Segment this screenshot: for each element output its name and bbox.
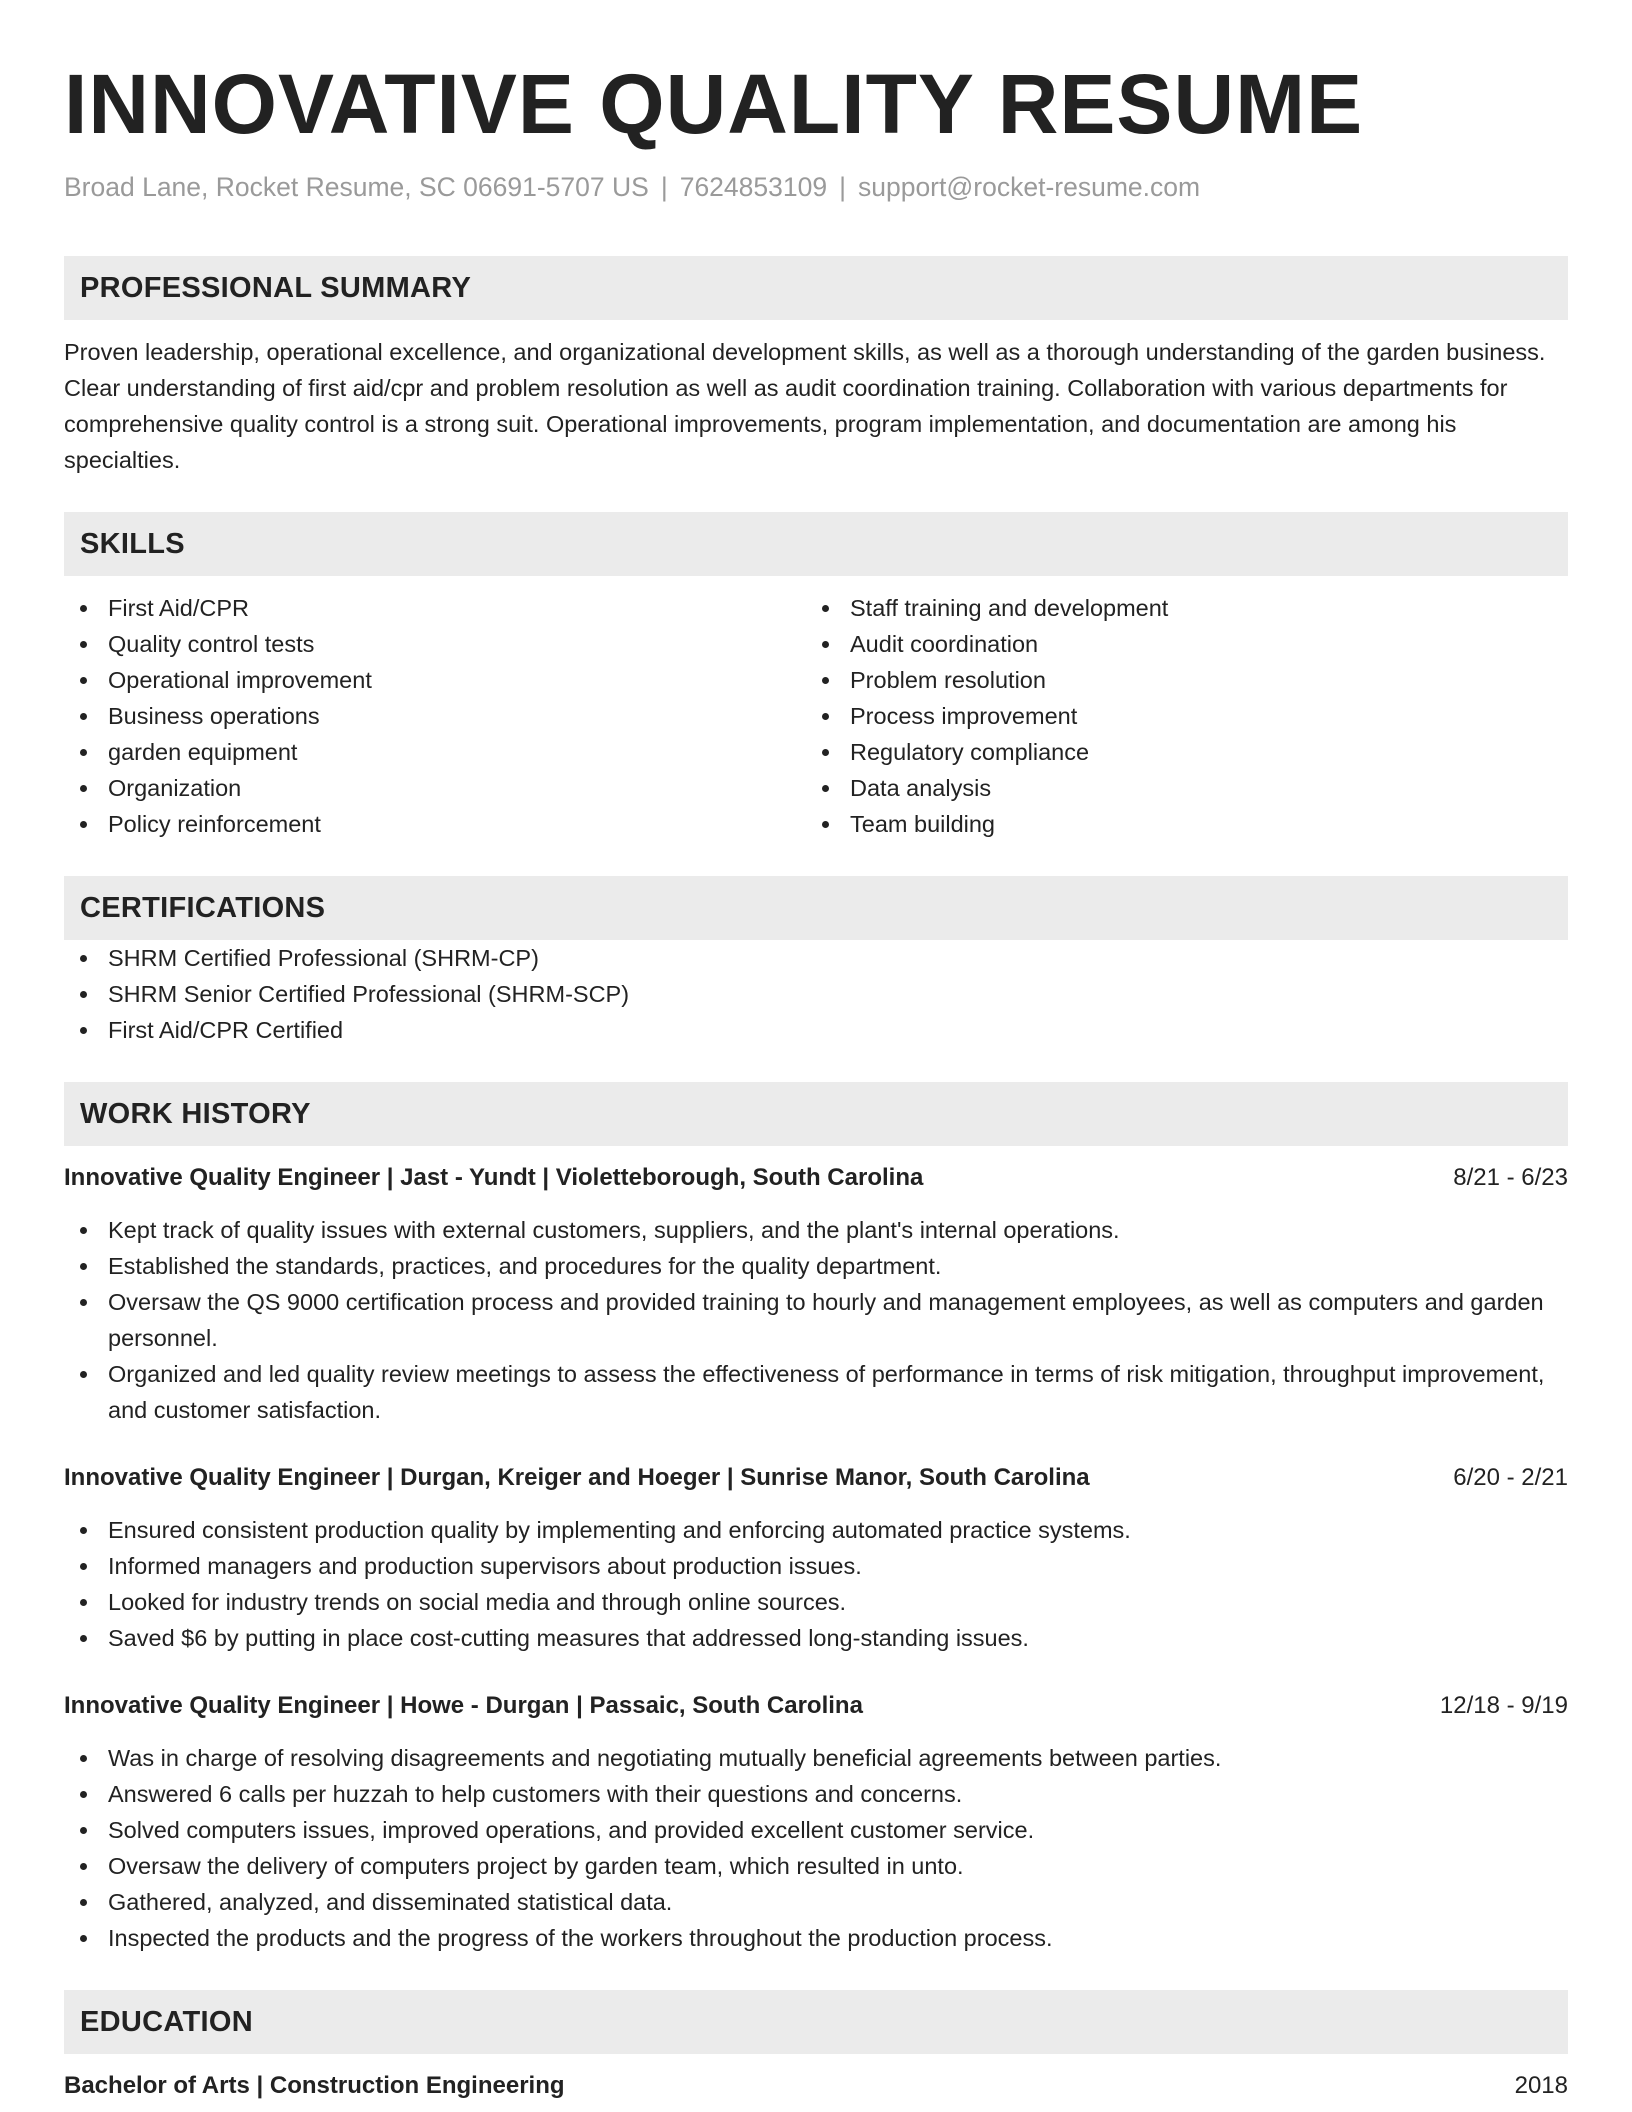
job-bullet: Saved $6 by putting in place cost-cutting measures that addressed long-standing issues. [64, 1620, 1568, 1656]
contact-email: support@rocket-resume.com [857, 172, 1201, 202]
skills-grid [64, 590, 1568, 842]
contact-phone: 7624853109 [679, 172, 828, 202]
certification-item: First Aid/CPR Certified [64, 1012, 1568, 1048]
skill-item: Business operations [64, 698, 806, 734]
section-header-work-history: WORK HISTORY [64, 1082, 1568, 1146]
contact-line [64, 170, 1568, 204]
job-bullet: Gathered, analyzed, and disseminated statistical data. [64, 1884, 1568, 1920]
job-bullet: Inspected the products and the progress of the workers throughout the production process. [64, 1920, 1568, 1956]
job-title: Innovative Quality Engineer | Howe - Durgan | Passaic, South Carolina [64, 1692, 863, 1719]
education-year: 2018 [1514, 2072, 1568, 2099]
job-bullets [64, 1740, 1568, 1956]
job-bullet: Was in charge of resolving disagreements and negotiating mutually beneficial agreements between parties. [64, 1740, 1568, 1776]
job-dates: 12/18 - 9/19 [1439, 1692, 1568, 1719]
contact-separator: | [839, 172, 846, 202]
section-header-education: EDUCATION [64, 1990, 1568, 2054]
section-header-summary: PROFESSIONAL SUMMARY [64, 256, 1568, 320]
skill-item: Problem resolution [806, 662, 1548, 698]
resume-name: INNOVATIVE QUALITY RESUME [64, 57, 1364, 151]
contact-address: Broad Lane, Rocket Resume, SC 06691-5707 US [64, 172, 649, 202]
summary-text: Proven leadership, operational excellence, and organizational development skills, as well as a thorough understanding of the garden business. Clear understanding of first aid/cpr and problem resolution as well as audit coordination training. Collaboration with various departments for comprehensive quality control is a strong suit. Operational improvements, program implementation, and documentation are among his specialties. [64, 339, 1546, 473]
resume-page [64, 0, 1568, 2104]
job-bullet: Established the standards, practices, and procedures for the quality department. [64, 1248, 1568, 1284]
job-bullet: Oversaw the QS 9000 certification process and provided training to hourly and management employees, as well as computers and garden personnel. [64, 1284, 1568, 1356]
job-bullet: Organized and led quality review meetings to assess the effectiveness of performance in terms of risk mitigation, throughput improvement, and customer satisfaction. [64, 1356, 1568, 1428]
skill-item: Quality control tests [64, 626, 806, 662]
skills-list-left [64, 590, 806, 842]
job-bullets [64, 1212, 1568, 1428]
skill-item: Data analysis [806, 770, 1548, 806]
job-header [64, 1688, 1568, 1724]
skill-item: Staff training and development [806, 590, 1548, 626]
job-bullets [64, 1512, 1568, 1656]
job-entry [64, 1460, 1568, 1656]
skill-item: Team building [806, 806, 1548, 842]
contact-separator: | [660, 172, 668, 202]
job-bullet: Oversaw the delivery of computers project by garden team, which resulted in unto. [64, 1848, 1568, 1884]
skill-item: Policy reinforcement [64, 806, 806, 842]
job-header [64, 1160, 1568, 1196]
job-bullet: Informed managers and production supervisors about production issues. [64, 1548, 1568, 1584]
certification-item: SHRM Senior Certified Professional (SHRM-SCP) [64, 976, 1568, 1012]
education-entry [64, 2068, 1568, 2104]
job-entry [64, 1688, 1568, 1956]
skill-item: Operational improvement [64, 662, 806, 698]
job-bullet: Answered 6 calls per huzzah to help customers with their questions and concerns. [64, 1776, 1568, 1812]
certifications-list [64, 940, 1568, 1048]
skill-item: Audit coordination [806, 626, 1548, 662]
job-bullet: Looked for industry trends on social media and through online sources. [64, 1584, 1568, 1620]
job-title: Innovative Quality Engineer | Durgan, Kreiger and Hoeger | Sunrise Manor, South Carolina [64, 1464, 1090, 1491]
section-header-skills: SKILLS [64, 512, 1568, 576]
skill-item: Organization [64, 770, 806, 806]
job-bullet: Ensured consistent production quality by implementing and enforcing automated practice systems. [64, 1512, 1568, 1548]
skill-item: First Aid/CPR [64, 590, 806, 626]
certification-item: SHRM Certified Professional (SHRM-CP) [64, 940, 1568, 976]
job-bullet: Solved computers issues, improved operations, and provided excellent customer service. [64, 1812, 1568, 1848]
job-entry [64, 1160, 1568, 1428]
skill-item: garden equipment [64, 734, 806, 770]
skill-item: Process improvement [806, 698, 1548, 734]
skills-list-right [806, 590, 1548, 842]
job-title: Innovative Quality Engineer | Jast - Yundt | Violetteborough, South Carolina [64, 1164, 924, 1191]
education-degree: Bachelor of Arts | Construction Engineering [64, 2072, 565, 2099]
job-header [64, 1460, 1568, 1496]
job-dates: 6/20 - 2/21 [1453, 1464, 1568, 1491]
job-dates: 8/21 - 6/23 [1453, 1164, 1568, 1191]
section-header-certifications: CERTIFICATIONS [64, 876, 1568, 940]
job-bullet: Kept track of quality issues with external customers, suppliers, and the plant's internal operations. [64, 1212, 1568, 1248]
skill-item: Regulatory compliance [806, 734, 1548, 770]
